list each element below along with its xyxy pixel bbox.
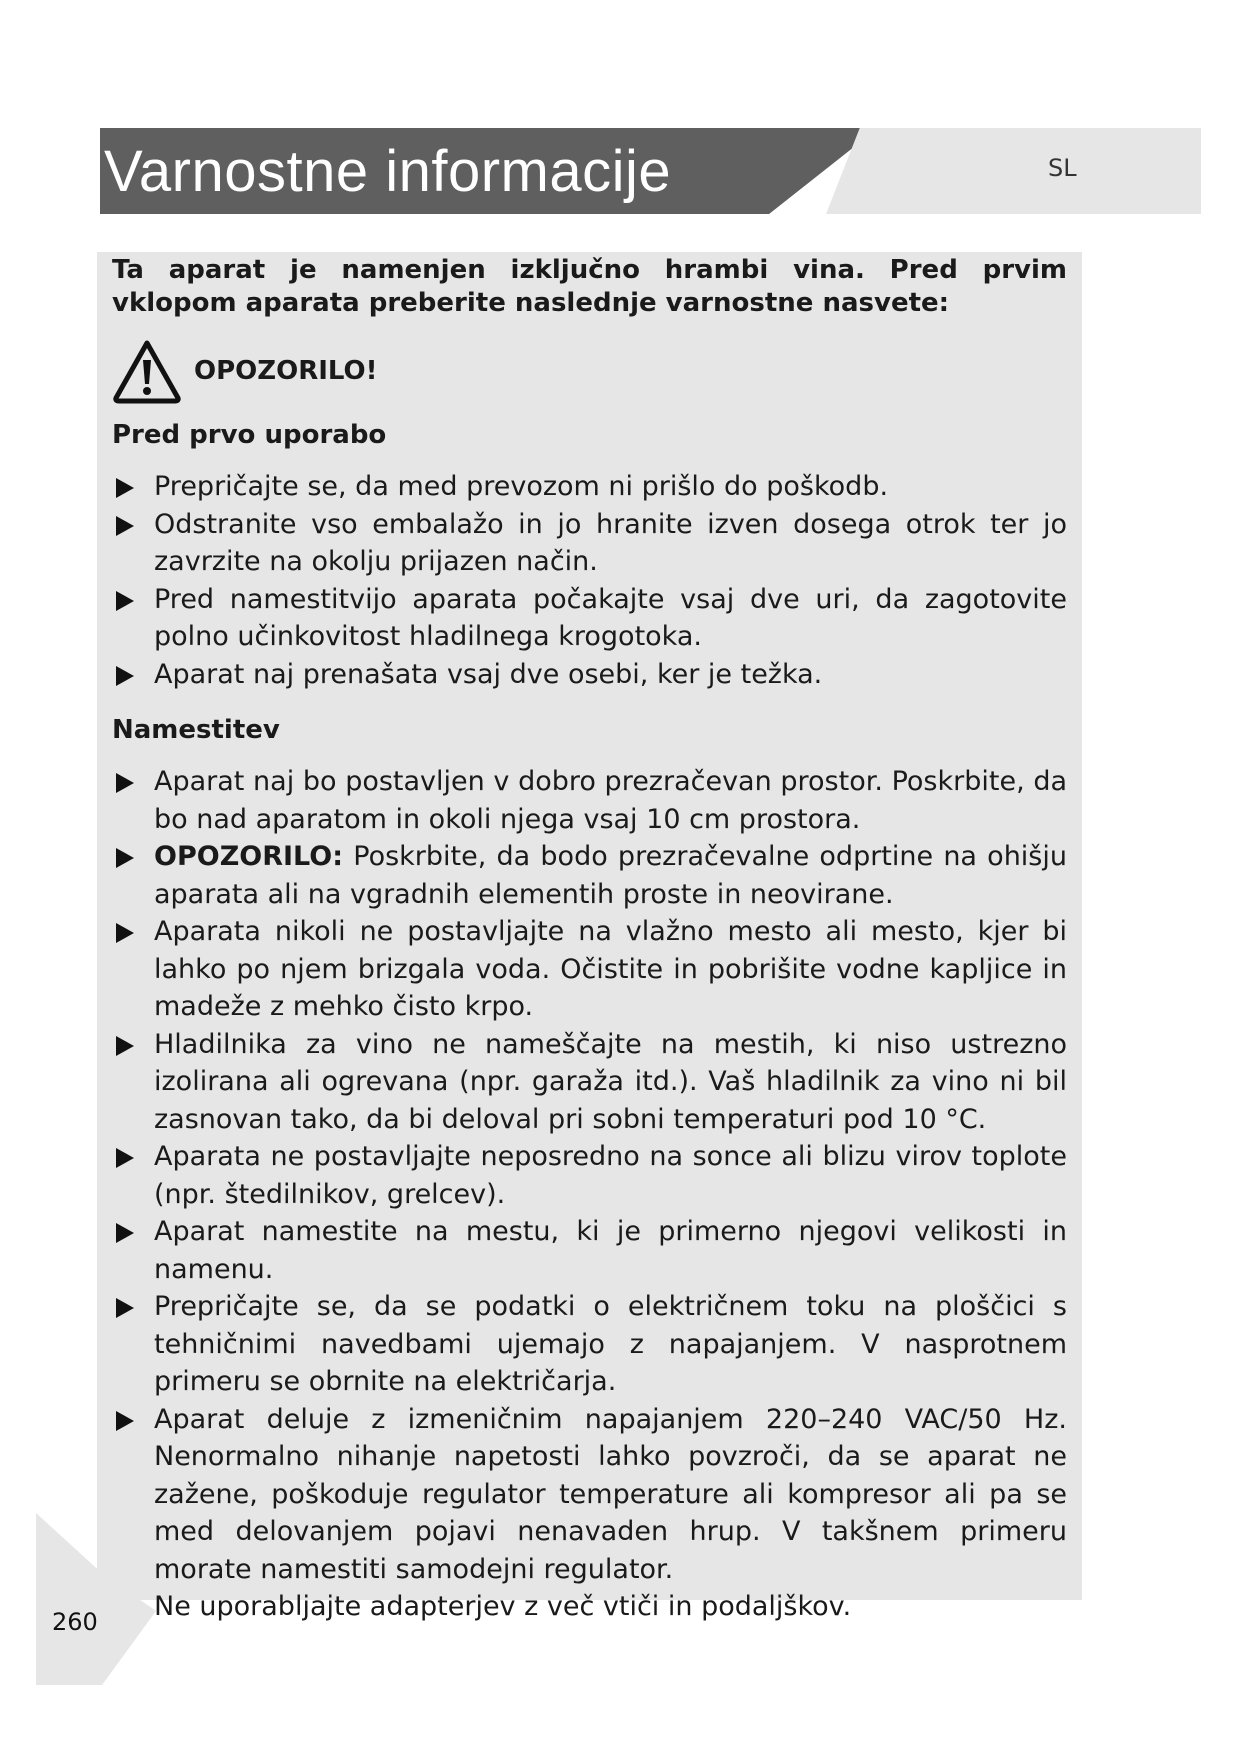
- bullet-triangle-icon: [116, 848, 134, 868]
- bullet-triangle-icon: [116, 1298, 134, 1318]
- first-use-list: [112, 468, 1067, 693]
- header-band-right: [826, 128, 1201, 214]
- list-item: Odstranite vso embalažo in jo hranite izven dosega otrok ter jo zavrzite na okolju prijazen način.: [112, 506, 1067, 581]
- list-item: OPOZORILO: Poskrbite, da bodo prezračevalne odprtine na ohišju aparata ali na vgradnih elementih proste in neovirane.: [112, 838, 1067, 913]
- bullet-triangle-icon: [116, 1411, 134, 1431]
- bullet-triangle-icon: [116, 478, 134, 498]
- list-item: Aparat deluje z izmeničnim napajanjem 220–240 VAC/50 Hz. Nenormalno nihanje napetosti lahko povzroči, da se aparat ne zažene, poškoduje regulator temperature ali kompresor ali pa se med delovanjem pojavi nenavaden hrup. V takšnem primeru morate namestiti samodejni regulator.: [112, 1401, 1067, 1589]
- list-item: Aparat naj prenašata vsaj dve osebi, ker je težka.: [112, 656, 1067, 694]
- list-item: Pred namestitvijo aparata počakajte vsaj dve uri, da zagotovite polno učinkovitost hladilnega krogotoka.: [112, 581, 1067, 656]
- section-heading-first-use: Pred prvo uporabo: [112, 420, 387, 450]
- bullet-triangle-icon: [116, 923, 134, 943]
- bullet-triangle-icon: [116, 591, 134, 611]
- list-item: Prepričajte se, da se podatki o električnem toku na ploščici s tehničnimi navedbami ujemajo z napajanjem. V nasprotnem primeru se obrnite na električarja.: [112, 1288, 1067, 1401]
- warning-triangle-icon: [112, 338, 182, 404]
- language-code: SL: [1048, 154, 1077, 182]
- warning-label: OPOZORILO!: [194, 356, 378, 386]
- bullet-triangle-icon: [116, 666, 134, 686]
- bullet-triangle-icon: [116, 516, 134, 536]
- bullet-triangle-icon: [116, 1148, 134, 1168]
- warning-row: [112, 336, 1067, 406]
- list-item: Aparata nikoli ne postavljajte na vlažno mesto ali mesto, kjer bi lahko po njem brizgala voda. Očistite in pobrišite vodne kapljice in madeže z mehko čisto krpo.: [112, 913, 1067, 1026]
- list-item: Aparat namestite na mestu, ki je primerno njegovi velikosti in namenu.: [112, 1213, 1067, 1288]
- installation-list: [112, 763, 1067, 1626]
- inline-warning-label: OPOZORILO:: [154, 841, 344, 872]
- section-heading-installation: Namestitev: [112, 715, 280, 745]
- safety-content-box: [97, 252, 1082, 1622]
- list-item: Prepričajte se, da med prevozom ni prišlo do poškodb.: [112, 468, 1067, 506]
- list-item: Ne uporabljajte adapterjev z več vtiči in podaljškov.: [112, 1588, 1067, 1626]
- bullet-triangle-icon: [116, 1223, 134, 1243]
- list-item: Hladilnika za vino ne nameščajte na mestih, ki niso ustrezno izolirana ali ogrevana (npr. garaža itd.). Vaš hladilnik za vino ni bil zasnovan tako, da bi deloval pri sobni temperaturi pod 10 °C.: [112, 1026, 1067, 1139]
- bullet-triangle-icon: [116, 1036, 134, 1056]
- page-number: 260: [52, 1608, 98, 1636]
- bullet-triangle-icon: [116, 773, 134, 793]
- page-title: Varnostne informacije: [104, 139, 672, 204]
- list-item: Aparat naj bo postavljen v dobro prezračevan prostor. Poskrbite, da bo nad aparatom in okoli njega vsaj 10 cm prostora.: [112, 763, 1067, 838]
- intro-text: Ta aparat je namenjen izključno hrambi vina. Pred prvim vklopom aparata preberite naslednje varnostne nasvete:: [112, 255, 1067, 318]
- list-item: Aparata ne postavljajte neposredno na sonce ali blizu virov toplote (npr. štedilnikov, grelcev).: [112, 1138, 1067, 1213]
